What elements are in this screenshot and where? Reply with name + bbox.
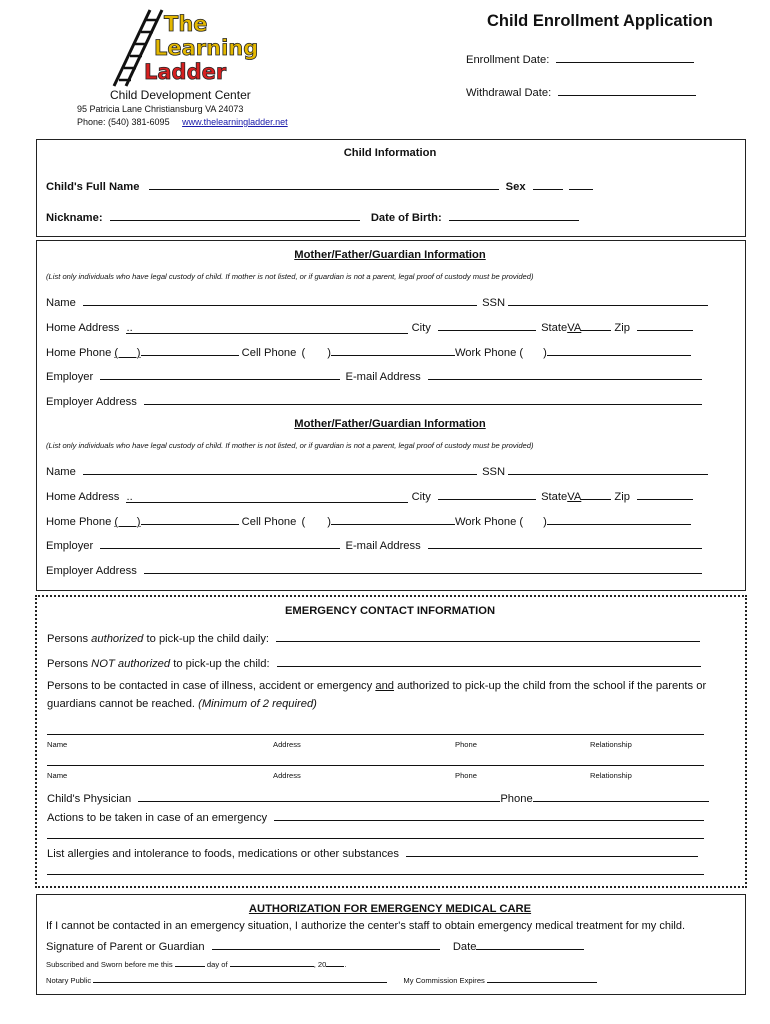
guardian-1-state-value[interactable]: VA	[567, 322, 582, 334]
guardian-1-home-phone-field[interactable]	[141, 344, 239, 356]
not-authorized-field[interactable]	[277, 655, 701, 667]
guardian-1-employer-address-field[interactable]	[144, 393, 702, 405]
signature-label: Signature of Parent or Guardian	[46, 941, 205, 953]
guardian-2-city-field[interactable]	[438, 488, 536, 500]
guardian-1-address-prefix: ..	[126, 322, 133, 334]
sex-field-2[interactable]	[569, 178, 593, 190]
authorized-field[interactable]	[276, 630, 700, 642]
guardian-2-ssn-label: SSN	[482, 466, 506, 478]
guardian-2-address-prefix: ..	[126, 491, 133, 503]
physician-phone-label: Phone	[500, 793, 533, 805]
physician-phone-field[interactable]	[533, 790, 709, 802]
guardian-1-work-phone-label: Work Phone	[454, 347, 517, 359]
guardian-1-cell-phone-field[interactable]	[331, 344, 455, 356]
sworn-row: Subscribed and Sworn before me this day of , 20 .	[46, 960, 347, 969]
physician-field[interactable]	[138, 790, 500, 802]
sworn-month-field[interactable]	[230, 958, 314, 967]
enrollment-date-label: Enrollment Date:	[466, 54, 550, 66]
authorized-row	[47, 630, 700, 645]
guardian-2-employer-address-row	[46, 562, 702, 577]
dob-field[interactable]	[449, 209, 579, 221]
contact-min: (Minimum of 2 required)	[198, 698, 317, 710]
guardian-1-zip-field[interactable]	[637, 319, 693, 331]
guardian-1-ssn-field[interactable]	[508, 294, 708, 306]
logo	[108, 8, 259, 103]
guardian-1-work-phone-field[interactable]	[547, 344, 691, 356]
signature-row	[46, 938, 584, 953]
logo-line-the: The	[164, 12, 208, 36]
guardian-2-employer-address-field[interactable]	[144, 562, 702, 574]
signature-date-field[interactable]	[476, 938, 584, 950]
emergency-title: EMERGENCY CONTACT INFORMATION	[284, 605, 496, 617]
allergies-label: List allergies and intolerance to foods, medications or other substances	[47, 848, 399, 860]
center-contact	[77, 117, 288, 127]
logo-line-learning: Learning	[154, 36, 259, 60]
authorized-label-post: to pick-up the child daily:	[143, 633, 270, 645]
guardian-2-name-label: Name	[46, 466, 76, 478]
notary-field[interactable]	[93, 974, 387, 983]
guardian-2-work-phone-field[interactable]	[547, 513, 691, 525]
guardian-1-employer-row	[46, 368, 702, 383]
guardian-2-home-address-field[interactable]	[126, 491, 408, 503]
contact-instructions-2	[47, 698, 317, 710]
contact-instructions-1	[47, 680, 706, 692]
sworn-year-field[interactable]	[326, 958, 344, 967]
guardian-1-ssn-label: SSN	[482, 297, 506, 309]
child-full-name-label: Child's Full Name	[46, 181, 140, 193]
commission-label: My Commission Expires	[403, 976, 485, 985]
nickname-row	[46, 209, 579, 224]
contact-and: and	[375, 680, 395, 692]
nickname-field[interactable]	[110, 209, 360, 221]
withdrawal-date-field[interactable]	[466, 84, 696, 99]
guardian-1-state-label: State	[541, 322, 568, 334]
guardian-1-name-field[interactable]	[83, 294, 477, 306]
child-full-name-field[interactable]	[149, 178, 499, 190]
contact-pre: Persons to be contacted in case of illness, accident or emergency	[47, 680, 376, 692]
guardian-2-ssn-field[interactable]	[508, 463, 708, 475]
contact-post: authorized to pick-up the child from the school if the parents or	[394, 680, 707, 692]
logo-line-ladder: Ladder	[144, 60, 227, 84]
actions-field[interactable]	[274, 809, 704, 821]
not-authorized-label-em: NOT authorized	[91, 658, 171, 670]
contact-2-phone-col: Phone	[455, 771, 477, 780]
guardian-1-employer-address-label: Employer Address	[46, 396, 137, 408]
sworn-day-field[interactable]	[175, 958, 205, 967]
guardian-2-home-phone-field[interactable]	[141, 513, 239, 525]
guardian-2-state-value[interactable]: VA	[567, 491, 582, 503]
guardian-2-cell-phone-label: Cell Phone	[241, 516, 297, 528]
enrollment-date-field[interactable]	[466, 51, 694, 66]
guardian-2-email-field[interactable]	[428, 537, 702, 549]
not-authorized-label-post: to pick-up the child:	[170, 658, 270, 670]
guardian-1-name-row	[46, 294, 708, 309]
allergies-field-2[interactable]	[47, 874, 704, 875]
guardian-2-email-label: E-mail Address	[345, 540, 421, 552]
guardian-2-address-row	[46, 488, 693, 503]
guardian-2-employer-field[interactable]	[100, 537, 340, 549]
authorized-label-pre: Persons	[47, 633, 92, 645]
guardian-1-name-label: Name	[46, 297, 76, 309]
center-phone: Phone: (540) 381-6095	[77, 117, 170, 127]
contact-2-name-col: Name	[47, 771, 68, 780]
guardian-1-email-label: E-mail Address	[345, 371, 421, 383]
guardian-1-city-label: City	[411, 322, 431, 334]
guardian-1-phone-row: Home Phone ( ) Cell Phone ( ) Work Phone ( )	[46, 344, 691, 359]
guardian-2-zip-field[interactable]	[637, 488, 693, 500]
guardian-2-name-row	[46, 463, 708, 478]
guardian-2-note: (List only individuals who have legal custody of child. If mother is not listed, or if guardian is not a parent, legal proof of custody must be provided)	[46, 441, 534, 450]
guardian-2-city-label: City	[411, 491, 431, 503]
guardian-2-employer-row	[46, 537, 702, 552]
guardian-1-title: Mother/Father/Guardian Information	[294, 249, 486, 261]
signature-field[interactable]	[212, 938, 440, 950]
guardian-2-phone-row: Home Phone ( ) Cell Phone ( ) Work Phone ( )	[46, 513, 691, 528]
guardian-1-home-address-label: Home Address	[46, 322, 120, 334]
authorized-label-em: authorized	[91, 633, 144, 645]
guardian-1-employer-label: Employer	[46, 371, 94, 383]
dob-label: Date of Birth:	[370, 212, 442, 224]
contact-2-address-col: Address	[273, 771, 301, 780]
withdrawal-date-label: Withdrawal Date:	[466, 87, 552, 99]
contact-1-relationship-col: Relationship	[590, 740, 632, 749]
guardian-2-work-phone-label: Work Phone	[454, 516, 517, 528]
guardian-2-home-phone-label: Home Phone	[46, 516, 112, 528]
authorization-statement: If I cannot be contacted in an emergency situation, I authorize the center's staff to obtain emergency medical treatment for my child.	[46, 920, 686, 932]
physician-label: Child's Physician	[47, 793, 132, 805]
guardian-2-zip-label: Zip	[614, 491, 630, 503]
guardian-1-note: (List only individuals who have legal custody of child. If mother is not listed, or if guardian is not a parent, legal proof of custody must be provided)	[46, 272, 534, 281]
sworn-day-label: day of	[206, 960, 228, 969]
guardian-2-home-address-label: Home Address	[46, 491, 120, 503]
sworn-pre: Subscribed and Sworn before me this	[46, 960, 173, 969]
child-info-title: Child Information	[343, 147, 437, 159]
center-address: 95 Patricia Lane Christiansburg VA 24073	[77, 104, 244, 114]
contact-line2: guardians cannot be reached.	[47, 698, 199, 710]
signature-date-label: Date	[452, 941, 477, 953]
notary-label: Notary Public	[46, 976, 92, 985]
logo-subtitle: Child Development Center	[110, 88, 251, 102]
guardian-1-city-field[interactable]	[438, 319, 536, 331]
guardian-1-home-address-field[interactable]	[126, 322, 408, 334]
guardian-1-employer-address-row	[46, 393, 702, 408]
child-name-row	[46, 178, 593, 193]
form-title: Child Enrollment Application	[487, 12, 713, 30]
guardian-1-cell-phone-label: Cell Phone	[241, 347, 297, 359]
guardian-2-employer-label: Employer	[46, 540, 94, 552]
contact-2-line[interactable]	[47, 765, 704, 766]
allergies-row	[47, 845, 698, 860]
notary-row	[46, 974, 597, 985]
contact-2-relationship-col: Relationship	[590, 771, 632, 780]
sex-label: Sex	[505, 181, 526, 193]
contact-1-line[interactable]	[47, 734, 704, 735]
guardian-2-cell-phone-field[interactable]	[331, 513, 455, 525]
authorization-title: AUTHORIZATION FOR EMERGENCY MEDICAL CARE	[248, 903, 532, 915]
guardian-2-name-field[interactable]	[83, 463, 477, 475]
guardian-1-address-row	[46, 319, 693, 334]
actions-label: Actions to be taken in case of an emergency	[47, 812, 268, 824]
guardian-1-employer-field[interactable]	[100, 368, 340, 380]
website-link[interactable]: www.thelearningladder.net	[182, 117, 288, 127]
physician-row	[47, 790, 709, 805]
sex-field[interactable]	[533, 178, 563, 190]
guardian-2-title: Mother/Father/Guardian Information	[294, 418, 486, 430]
commission-field[interactable]	[487, 974, 597, 983]
guardian-2-state-label: State	[541, 491, 568, 503]
actions-row	[47, 809, 704, 824]
not-authorized-row	[47, 655, 701, 670]
contact-1-name-col: Name	[47, 740, 68, 749]
guardian-2-employer-address-label: Employer Address	[46, 565, 137, 577]
nickname-label: Nickname:	[46, 212, 103, 224]
guardian-1-email-field[interactable]	[428, 368, 702, 380]
contact-1-phone-col: Phone	[455, 740, 477, 749]
sworn-year-label: , 20	[313, 960, 327, 969]
allergies-field[interactable]	[406, 845, 698, 857]
actions-field-2[interactable]	[47, 838, 704, 839]
contact-1-address-col: Address	[273, 740, 301, 749]
guardian-1-zip-label: Zip	[614, 322, 630, 334]
guardian-1-home-phone-label: Home Phone	[46, 347, 112, 359]
not-authorized-label-pre: Persons	[47, 658, 92, 670]
